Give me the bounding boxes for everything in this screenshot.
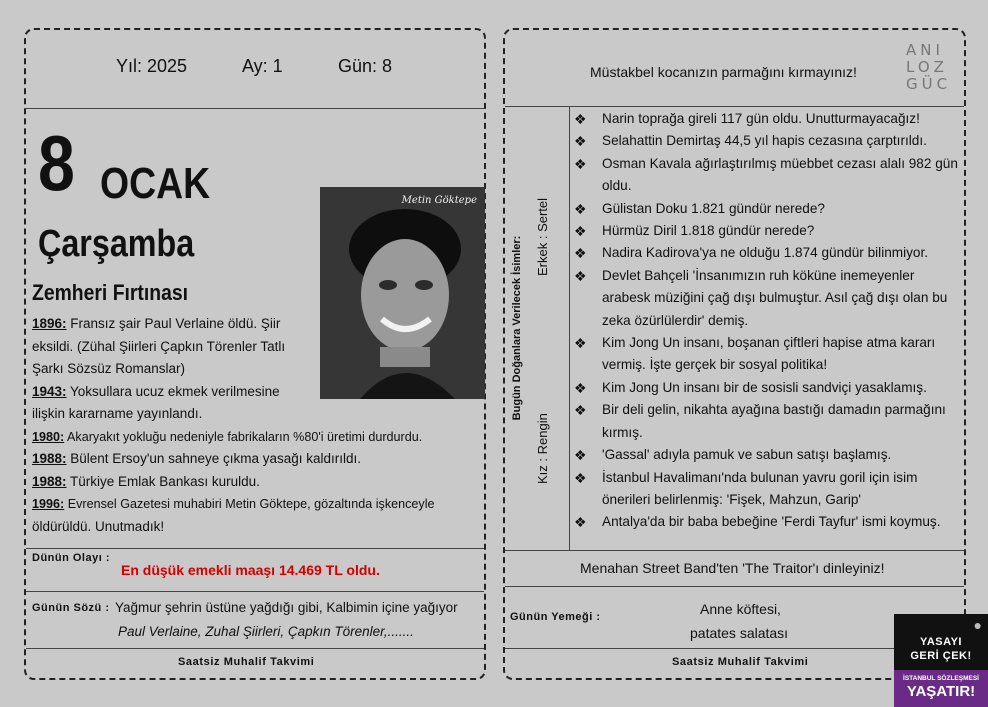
badge-line-2: GERİ ÇEK! — [910, 650, 972, 662]
badge-line-1: YASAYI — [920, 636, 962, 648]
history-line: 1996: Evrensel Gazetesi muhabiri Metin Göktepe, gözaltında işkenceyle — [32, 497, 435, 511]
divider — [26, 548, 484, 549]
news-list — [574, 108, 958, 534]
logo-line: ANI — [906, 41, 944, 59]
badge-line-4: YAŞATIR! — [906, 683, 976, 700]
list-item: ❖ İstanbul Havalimanı'nda bulunan yavru goril için isim önerileri belirlenmiş: 'Fişek, Mahzun, Garip' — [574, 467, 958, 512]
list-item: ❖ Selahattin Demirtaş 44,5 yıl hapis cezasına çarptırıldı. — [574, 130, 958, 152]
history-events — [32, 313, 482, 538]
meal-line-1: Anne köftesi, — [700, 601, 781, 617]
history-line: Şarkı Sözsüz Romanslar) — [32, 361, 186, 376]
badge-purple-strip — [894, 670, 988, 707]
weekday-name: Çarşamba — [38, 223, 195, 265]
meal-label: Günün Yemeği : — [510, 611, 601, 623]
photo-caption: Metin Göktepe — [401, 195, 477, 206]
list-item: ❖ Gülistan Doku 1.821 gündür nerede? — [574, 198, 958, 220]
event-label: Dünün Olayı : — [32, 552, 110, 564]
month-label: Ay: 1 — [242, 56, 283, 76]
date-header — [24, 56, 486, 86]
meal-line-2: patates salatası — [690, 625, 789, 641]
top-message: Müstakbel kocanızın parmağını kırmayınız! — [590, 64, 857, 80]
quote-text: Yağmur şehrin üstüne yağdığı gibi, Kalbimin içine yağıyor — [115, 600, 458, 615]
event-text: En düşük emekli maaşı 14.469 TL oldu. — [121, 562, 380, 578]
right-footer: Saatsiz Muhalif Takvimi — [672, 656, 809, 668]
history-line: eksildi. (Zühal Şiirleri Çapkın Törenler Tatlı — [32, 338, 286, 354]
quote-label: Günün Sözü : — [32, 602, 110, 614]
logo-line: GÜC — [906, 75, 952, 93]
list-item: ❖ Antalya'da bir baba bebeğine 'Ferdi Tayfur' ismi koymuş. — [574, 511, 958, 533]
names-column — [505, 106, 569, 550]
cat-icon: ● — [973, 617, 982, 633]
big-day-number: 8 — [38, 119, 75, 207]
list-item: ❖ Kim Jong Un insanı bir de sosisli sandviçi yasaklamış. — [574, 377, 958, 399]
divider — [26, 648, 484, 649]
history-line: 1988: Bülent Ersoy'un sahneye çıkma yasağı kaldırıldı. — [32, 451, 362, 466]
divider — [26, 591, 484, 592]
history-line: 1896: Fransız şair Paul Verlaine öldü. Şiir — [32, 316, 281, 331]
aniloz-logo — [906, 42, 956, 93]
list-item: ❖ 'Gassal' adıyla pamuk ve sabun satışı başlamış. — [574, 444, 958, 466]
list-item: ❖ Bir deli gelin, nikahta ayağına bastığı damadın parmağını kırmış. — [574, 399, 958, 444]
day-label: Gün: 8 — [338, 56, 393, 76]
divider — [569, 106, 570, 550]
history-line: öldürüldü. Unutmadık! — [32, 518, 165, 534]
history-line: ilişkin kararname yayınlandı. — [32, 406, 203, 421]
storm-name: Zemheri Fırtınası — [32, 280, 189, 305]
divider — [505, 586, 964, 587]
month-name: OCAK — [100, 159, 211, 208]
left-footer: Saatsiz Muhalif Takvimi — [178, 656, 315, 668]
campaign-badge — [894, 614, 988, 707]
list-item: ❖ Osman Kavala ağırlaştırılmış müebbet cezası alalı 982 gün oldu. — [574, 153, 958, 198]
divider — [505, 106, 964, 107]
history-line: 1943: Yoksullara ucuz ekmek verilmesine — [32, 383, 280, 399]
list-item: ❖ Devlet Bahçeli 'İnsanımızın ruh köküne inemeyenler arabesk müziğini çağ dışı bulmuştur. Asıl çağ dışı olan bu zeka özürlülerdir' demiş. — [574, 265, 958, 332]
logo-line: LOZ — [906, 58, 948, 76]
list-item: ❖ Hürmüz Diril 1.818 gündür nerede? — [574, 220, 958, 242]
boy-name: Erkek : Sertel — [535, 197, 550, 276]
names-title: Bugün Doğanlara Verilecek İsimler: — [511, 235, 523, 421]
divider — [26, 108, 484, 109]
divider — [505, 648, 897, 649]
girl-name: Kız : Rengin — [535, 413, 550, 484]
year-label: Yıl: 2025 — [116, 56, 188, 76]
music-recommendation: Menahan Street Band'ten 'The Traitor'ı dinleyiniz! — [580, 560, 885, 576]
quote-author: Paul Verlaine, Zuhal Şiirleri, Çapkın Törenler,....... — [118, 624, 414, 639]
list-item: ❖ Kim Jong Un insanı, boşanan çiftleri hapise atma kararı vermiş. İşte gerçek bir sosyal politika! — [574, 332, 958, 377]
history-line: 1980: Akaryakıt yokluğu nedeniyle fabrikaların %80'i üretimi durdurdu. — [32, 429, 423, 444]
list-item: ❖ Narin toprağa gireli 117 gün oldu. Unutturmayacağız! — [574, 108, 958, 130]
divider — [505, 550, 964, 551]
list-item: ❖ Nadira Kadirova'ya ne olduğu 1.874 gündür bilinmiyor. — [574, 242, 958, 264]
history-line: 1988: Türkiye Emlak Bankası kuruldu. — [32, 473, 260, 489]
badge-line-3: İSTANBUL SÖZLEŞMESİ — [903, 675, 979, 682]
